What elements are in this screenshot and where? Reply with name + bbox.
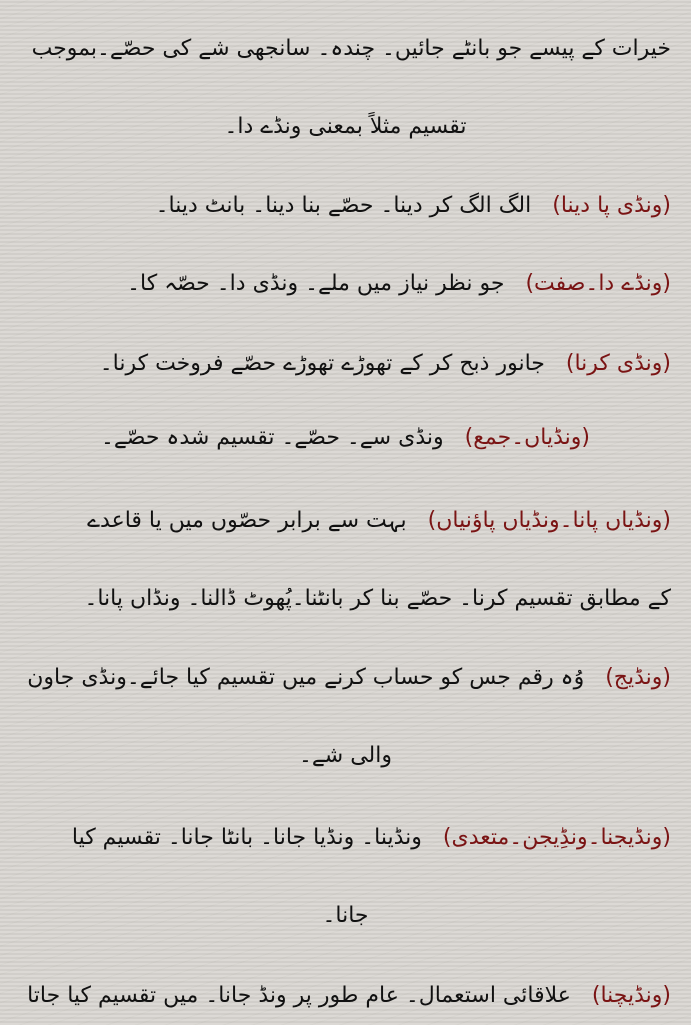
definition-text: علاقائی استعمال۔ عام طور پر ونڈ جانا۔ میں تقسیم کیا جاتا (27, 983, 571, 1008)
entry-line-5 (20, 348, 671, 380)
entry-line-2 (20, 111, 671, 143)
headword: (ونڈیاں۔جمع) (464, 425, 591, 450)
entry-line-4 (20, 268, 671, 300)
definition-text: جو نظر نیاز میں ملے۔ ونڈی دا۔ حصّہ کا۔ (127, 271, 505, 296)
definition-text: جانا۔ (322, 903, 369, 928)
entry-line-6 (20, 422, 671, 454)
headword: (ونڈیجنا۔ونڈِیجن۔متعدی) (442, 825, 671, 850)
definition-text: والی شے۔ (299, 743, 392, 768)
entry-line-1 (20, 33, 671, 65)
entry-line-7 (20, 505, 671, 537)
entry-line-12 (20, 900, 671, 932)
definition-text: کے مطابق تقسیم کرنا۔ حصّے بنا کر بانٹنا۔پُھوٹ ڈالنا۔ ونڈاں پانا۔ (84, 586, 671, 611)
definition-text: خیرات کے پیسے جو بانٹے جائیں۔ چندہ۔ سانجھی شے کی حصّے۔بموجب (31, 36, 671, 61)
definition-text: الگ الگ کر دینا۔ حصّے بنا دینا۔ بانٹ دینا۔ (155, 193, 532, 218)
definition-text: تقسیم مثلاً بمعنی ونڈے دا۔ (224, 114, 467, 139)
definition-text: جانور ذبح کر کے تھوڑے تھوڑے حصّے فروخت کرنا۔ (99, 351, 545, 376)
headword: (ونڈے دا۔صفت) (525, 271, 671, 296)
entry-line-10 (20, 740, 671, 772)
entry-line-13 (20, 980, 671, 1012)
entry-line-9 (20, 662, 671, 694)
headword: (ونڈیاں پانا۔ونڈیاں پاؤنیاں) (427, 508, 671, 533)
entry-line-3 (20, 190, 671, 222)
definition-text: وُہ رقم جس کو حساب کرنے میں تقسیم کیا جائے۔ونڈی جاون (27, 665, 585, 690)
definition-text: ونڈی سے۔ حصّے۔ تقسیم شدہ حصّے۔ (100, 425, 444, 450)
definition-text: ونڈینا۔ ونڈیا جانا۔ بانٹا جانا۔ تقسیم کیا (71, 825, 422, 850)
definition-text: بہت سے برابر حصّوں میں یا قاعدے (87, 508, 407, 533)
headword: (ونڈیچنا) (591, 983, 671, 1008)
headword: (ونڈی کرنا) (565, 351, 671, 376)
entry-line-8 (20, 583, 671, 615)
headword: (ونڈی پا دینا) (552, 193, 671, 218)
headword: (ونڈیج) (605, 665, 671, 690)
entry-line-11 (20, 822, 671, 854)
